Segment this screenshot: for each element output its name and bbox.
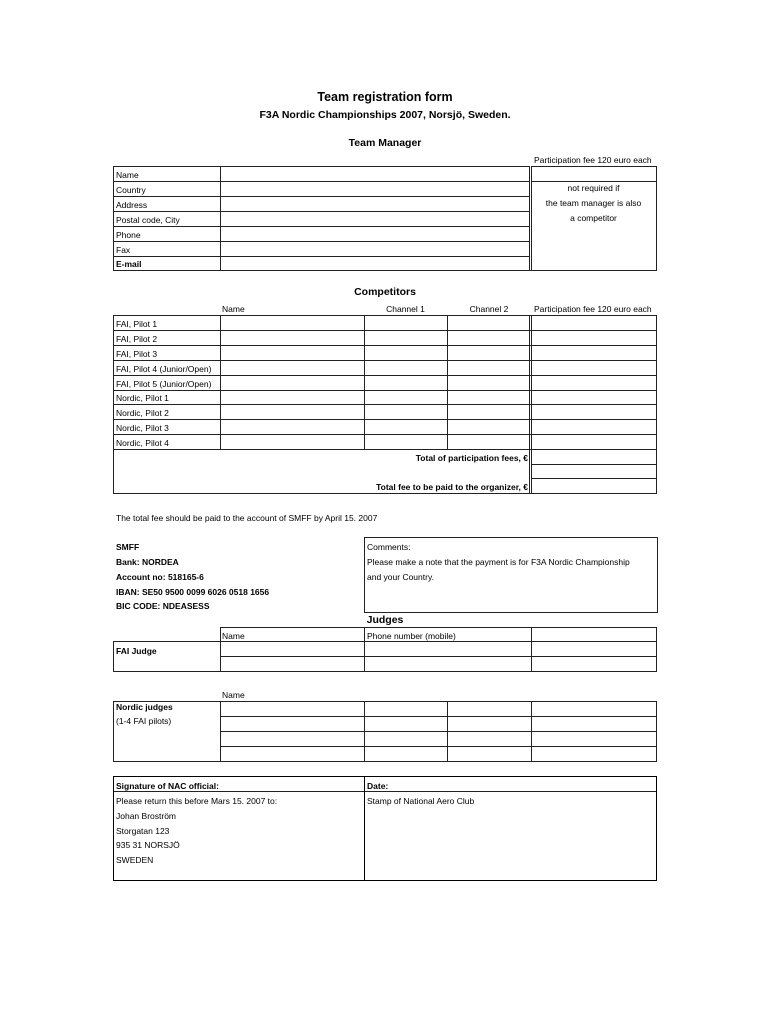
judges-heading: Judges (366, 614, 404, 626)
bank-line: SMFF (116, 542, 140, 552)
manager-note-line-2: the team manager is also (545, 198, 642, 208)
col-header-channel-1: Channel 1 (386, 304, 425, 314)
comments-line-1: Please make a note that the payment is for F3A Nordic Championship (367, 557, 630, 567)
nordic-judges-input-area[interactable] (221, 702, 656, 761)
nordic-judges-label: Nordic judges (116, 702, 173, 712)
total-participation-label: Total of participation fees, € (415, 453, 528, 463)
nordic-judge-name-col: Name (222, 690, 245, 700)
manager-fee-note: Participation fee 120 euro each (534, 155, 652, 165)
competitor-row-label: Nordic, Pilot 2 (116, 408, 169, 418)
signature-label: Signature of NAC official: (116, 781, 219, 791)
comments-line-2: and your Country. (367, 572, 434, 582)
team-manager-heading: Team Manager (348, 137, 422, 149)
bank-line: IBAN: SE50 9500 0099 6026 0518 1656 (116, 587, 270, 597)
date-label: Date: (367, 781, 389, 791)
competitor-input-area[interactable] (221, 316, 528, 449)
col-header-channel-2: Channel 2 (469, 304, 509, 314)
address-line: SWEDEN (116, 855, 154, 865)
form-subtitle: F3A Nordic Championships 2007, Norsjö, Sweden. (259, 109, 511, 121)
bank-line: BIC CODE: NDEASESS (116, 601, 210, 611)
manager-note-line-3: a competitor (570, 213, 617, 223)
competitor-row-label: FAI, Pilot 5 (Junior/Open) (116, 379, 212, 389)
manager-input-email[interactable] (221, 257, 528, 270)
manager-input-address[interactable] (221, 197, 528, 211)
field-label-postal: Postal code, City (116, 215, 180, 225)
field-label-phone: Phone (116, 230, 141, 240)
manager-input-name[interactable] (221, 167, 528, 181)
judge-phone-col: Phone number (mobile) (367, 631, 456, 641)
col-header-fee: Participation fee 120 euro each (534, 304, 652, 314)
comments-label: Comments: (367, 542, 411, 552)
total-participation-input[interactable] (532, 450, 656, 464)
competitor-row-label: FAI, Pilot 3 (116, 349, 158, 359)
total-organizer-label: Total fee to be paid to the organizer, € (376, 482, 528, 492)
field-label-fax: Fax (116, 245, 131, 255)
fai-judge-label: FAI Judge (116, 646, 157, 656)
competitor-row-label: FAI, Pilot 2 (116, 334, 158, 344)
field-label-country: Country (116, 185, 146, 195)
address-line: Johan Broström (116, 811, 176, 821)
payment-note: The total fee should be paid to the account of SMFF by April 15. 2007 (116, 513, 378, 523)
total-organizer-input[interactable] (532, 479, 656, 493)
bank-line: Account no: 518165-6 (116, 572, 204, 582)
competitor-fee-input-area[interactable] (532, 316, 656, 449)
date-field[interactable] (366, 778, 655, 790)
address-line: Storgatan 123 (116, 826, 170, 836)
competitor-row-label: Nordic, Pilot 4 (116, 438, 169, 448)
stamp-label: Stamp of National Aero Club (367, 796, 475, 806)
manager-input-country[interactable] (221, 182, 528, 196)
judge-name-col: Name (222, 631, 245, 641)
return-instructions: Please return this before Mars 15. 2007 to: (116, 796, 278, 806)
manager-note-line-1: not required if (567, 183, 620, 193)
competitor-row-label: Nordic, Pilot 1 (116, 393, 169, 403)
competitors-heading: Competitors (354, 286, 416, 298)
manager-input-phone[interactable] (221, 227, 528, 241)
field-label-email: E-mail (116, 259, 142, 269)
fai-judge-input-area[interactable] (221, 642, 656, 671)
manager-input-postal[interactable] (221, 212, 528, 226)
competitor-row-label: FAI, Pilot 4 (Junior/Open) (116, 364, 212, 374)
form-title: Team registration form (317, 90, 453, 104)
signature-field[interactable] (115, 778, 363, 790)
nordic-judges-sub: (1-4 FAI pilots) (116, 716, 172, 726)
address-line: 935 31 NORSJÖ (116, 840, 180, 850)
field-label-address: Address (116, 200, 148, 210)
field-label-name: Name (116, 170, 139, 180)
competitor-row-label: Nordic, Pilot 3 (116, 423, 169, 433)
bank-line: Bank: NORDEA (116, 557, 179, 567)
col-header-name: Name (222, 304, 245, 314)
manager-input-fax[interactable] (221, 242, 528, 256)
competitor-row-label: FAI, Pilot 1 (116, 319, 158, 329)
